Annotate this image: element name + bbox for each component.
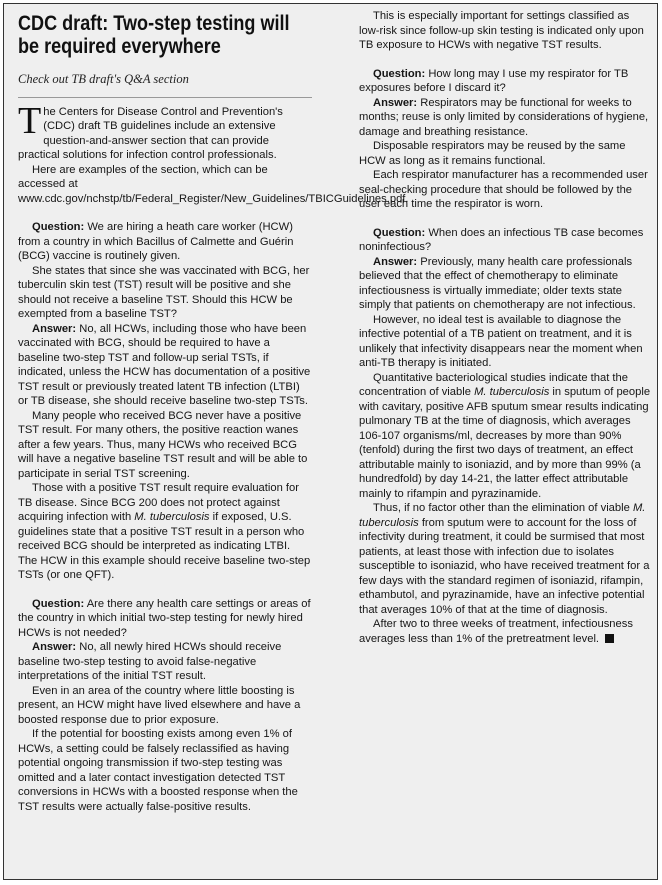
q4-answer: Answer: Previously, many health care professionals believed that the effect of chemotherapy to eliminate infectiousness is virtually immediate; older texts state simply that patients on chemotherapy are not infectious. — [359, 255, 636, 311]
q3-paragraph: Each respirator manufacturer has a recommended user seal-checking procedure that should be followed by the user each time the respirator is worn. — [359, 169, 648, 210]
article-subhead: Check out TB draft's Q&A section — [18, 72, 189, 86]
q2-question: Question: Are there any health care settings or areas of the country in which initial two-step testing for newly hired HCWs is not needed? — [18, 597, 311, 639]
q3-question: Question: How long may I use my respirator for TB exposures before I discard it? — [359, 67, 629, 94]
q4-paragraph: After two to three weeks of treatment, infectiousness averages less than 1% of the pretreatment level. — [359, 618, 633, 645]
q2-paragraph: This is especially important for settings classified as low-risk since follow-up skin testing is indicated only upon TB exposure to HCWs with negative TST results. — [359, 10, 644, 51]
url-paragraph: Here are examples of the section, which can be accessed at www.cdc.gov/nchstp/tb/Federal_Register/New_Guidelines/TBICGuidelines.pdf. — [18, 163, 409, 205]
left-column — [18, 12, 409, 814]
article-frame — [3, 3, 658, 880]
q4-question: Question: When does an infectious TB case becomes noninfectious? — [359, 226, 644, 253]
q3-paragraph: Disposable respirators may be reused by the same HCW as long as it remains functional. — [359, 140, 626, 167]
drop-cap: T — [18, 99, 42, 142]
q4-paragraph: Thus, if no factor other than the elimination of viable M. tuberculosis from sputum were to account for the loss of infectivity during treatment, it could be surmised that most patients, at least those with infection due to isolates susceptible to isoniazid, who have received treatment for a few days with the standard regimen of isoniazid, rifampin, ethambutol, and pyrazinamide, have an infective potential that averages 10% of that at the time of diagnosis. — [359, 502, 650, 616]
q1-question: Question: We are hiring a heath care worker (HCW) from a country in which Bacillus of Calmette and Guérin (BCG) vaccine is routinely given. — [18, 221, 294, 262]
q2-paragraph: If the potential for boosting exists among even 1% of HCWs, a setting could be falsely reclassified as having potential ongoing transmission if two-step testing was omitted and a later contact investigation detected TST conversions in HCWs with a boosted response when the TST results were actually false-positive results. — [18, 728, 298, 813]
article-title: CDC draft: Two-step testing will be required everywhere — [18, 12, 290, 58]
intro-paragraph: The Centers for Disease Control and Prevention's (CDC) draft TB guidelines include an extensive question-and-answer section that can provide practical solutions for infection control professionals. — [18, 99, 283, 161]
q1-paragraph: Many people who received BCG never have a positive TST result. For many others, the positive reaction wanes after a few years. Thus, many HCWs who received BCG will have a negative baseline TST result and will be able to participate in serial TST screening. — [18, 409, 308, 480]
q4-paragraph: Quantitative bacteriological studies indicate that the concentration of viable M. tuberculosis in sputum of people with cavitary, positive AFB sputum smear results indicating pulmonary TB at the time of diagnosis, which averages 106-107 organisms/ml, decreases by more than 90% (tenfold) during the first two days of treatment, an effect attributable mainly to isoniazid, and by more than 99% (a hundredfold) by day 14-21, the latter effect attributable mainly to rifampin and pyrazinamide. — [359, 371, 651, 500]
q2-paragraph: Even in an area of the country where little boosting is present, an HCW might have lived elsewhere and have a boosted response due to prior exposure. — [18, 684, 301, 726]
q2-answer: Answer: No, all newly hired HCWs should receive baseline two-step testing to avoid false-negative interpretations of the initial TST result. — [18, 641, 282, 682]
q4-paragraph: However, no ideal test is available to diagnose the infective potential of a TB patient on treatment, and it is unlikely that infectivity disappears near the moment when anti-TB therapy is initiated. — [359, 313, 643, 369]
q1-paragraph: Those with a positive TST result require evaluation for TB disease. Since BCG 200 does not protect against acquiring infection with M. tuberculosis if exposed, U.S. guidelines state that a positive TST result in a person who received BCG should be interpreted as indicating LTBI. The HCW in this example should receive baseline two-step TSTs (or one QFT). — [18, 482, 311, 581]
section-divider — [18, 97, 312, 98]
q1-paragraph: She states that since she was vaccinated with BCG, her tuberculin skin test (TST) result will be positive and she should not receive a baseline TST. Should this HCW be exempted from a baseline TST? — [18, 264, 310, 320]
right-column — [359, 9, 651, 646]
q1-answer: Answer: No, all HCWs, including those who have been vaccinated with BCG, should be required to have a baseline two-step TST and follow-up serial TSTs, if indicated, unless the HCW has documentation of a positive TST result or previously treated latent TB infection (LTBI) or TB disease, she should receive baseline two-step TSTs. — [18, 322, 311, 407]
end-mark-icon — [605, 634, 614, 643]
q3-answer: Answer: Respirators may be functional for weeks to months; reuse is only limited by considerations of hygiene, damage and breathing resistance. — [359, 96, 649, 138]
